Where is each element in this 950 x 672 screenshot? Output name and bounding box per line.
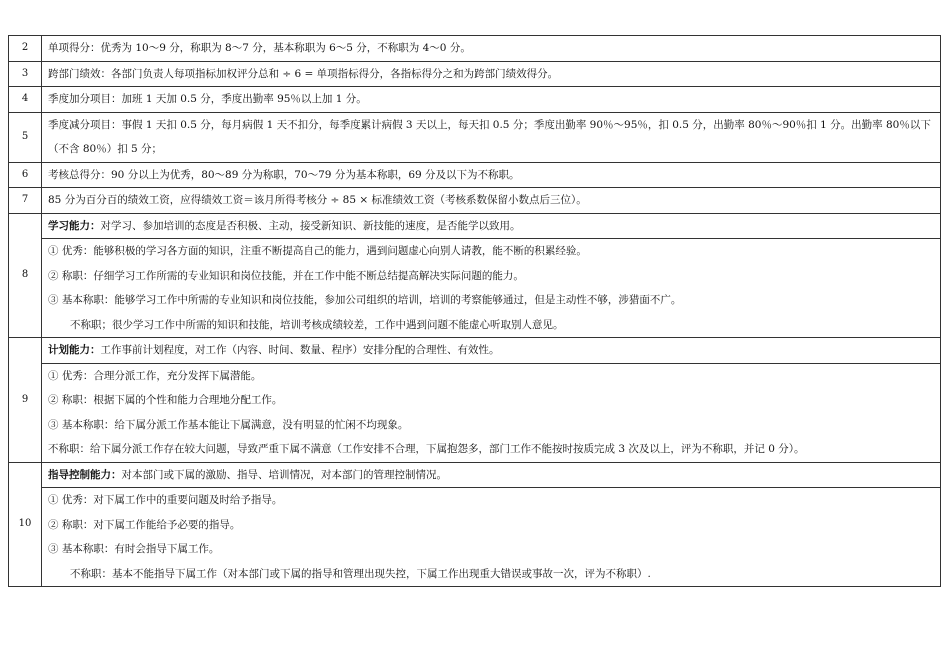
criteria-item: ③ 基本称职：给下属分派工作基本能让下属满意，没有明显的忙闲不均现象。 — [48, 418, 409, 431]
section-desc: 对学习、参加培训的态度是否积极、主动，接受新知识、新技能的速度，是否能学以致用。 — [100, 219, 521, 232]
criteria-item: 不称职：基本不能指导下属工作（对本部门或下属的指导和管理出现失控，下属工作出现重大错误或事故一次，评为不称职）. — [70, 567, 651, 580]
section-title: 计划能力： — [48, 344, 101, 356]
section-header — [42, 463, 940, 489]
table-row — [9, 61, 941, 87]
table-row — [9, 338, 941, 463]
row-number: 5 — [9, 112, 42, 162]
row-number: 3 — [9, 61, 42, 87]
criteria-item: ② 称职：根据下属的个性和能力合理地分配工作。 — [48, 394, 283, 406]
evaluation-table — [8, 35, 941, 587]
row-number: 8 — [9, 213, 42, 338]
row-number: 10 — [9, 462, 42, 587]
row-text: 单项得分：优秀为 10～9 分，称职为 8～7 分，基本称职为 6～5 分，不称职为 4～0 分。 — [48, 42, 471, 54]
table-row — [9, 162, 941, 188]
section-title: 学习能力： — [48, 219, 101, 232]
table-row — [9, 188, 941, 214]
row-text: 85 分为百分百的绩效工资，应得绩效工资＝该月所得考核分 ÷ 85 × 标准绩效工资（考核系数保留小数点后三位）。 — [48, 194, 587, 206]
section-desc: 对本部门或下属的激励、指导、培训情况，对本部门的管理控制情况。 — [121, 468, 447, 481]
row-number: 4 — [9, 87, 42, 113]
table-row — [9, 87, 941, 113]
criteria-item: ② 称职：仔细学习工作所需的专业知识和岗位技能，并在工作中能不断总结提高解决实际问题的能力。 — [48, 269, 524, 282]
section-title: 指导控制能力： — [48, 468, 122, 481]
row-number: 6 — [9, 162, 42, 188]
table-row — [9, 462, 941, 587]
row-number: 2 — [9, 36, 42, 62]
criteria-item: ① 优秀：合理分派工作，充分发挥下属潜能。 — [48, 369, 262, 382]
criteria-item: ② 称职：对下属工作能给予必要的指导。 — [48, 518, 241, 531]
row-text: 跨部门绩效：各部门负责人每项指标加权评分总和 ÷ 6 = 单项指标得分，各指标得分之和为跨部门绩效得分。 — [48, 67, 559, 80]
row-text: 考核总得分：90 分以上为优秀，80～89 分为称职，70～79 分为基本称职，69 分及以下为不称职。 — [48, 168, 520, 181]
section-header — [42, 338, 940, 364]
criteria-item: ③ 基本称职：能够学习工作中所需的专业知识和岗位技能，参加公司组织的培训，培训的考察能够通过，但是主动性不够，涉猎面不广。 — [48, 294, 682, 306]
table-row — [9, 112, 941, 162]
row-text: 季度加分项目：加班 1 天加 0.5 分，季度出勤率 95％以上加 1 分。 — [48, 93, 367, 105]
criteria-item: ③ 基本称职：有时会指导下属工作。 — [48, 543, 220, 555]
table-row — [9, 36, 941, 62]
criteria-item: ① 优秀：能够积极的学习各方面的知识，注重不断提高自己的能力，遇到问题虚心向别人请教，能不断的积累经验。 — [48, 245, 587, 257]
row-text: 季度减分项目：事假 1 天扣 0.5 分，每月病假 1 天不扣分，每季度累计病假 3 天以上，每天扣 0.5 分；季度出勤率 90％～95％，扣 0.5 分，出勤率 80％～90％扣 1 分。出勤率 80％以下（不含 80％）扣 5 分； — [48, 118, 931, 155]
criteria-item: 不称职；很少学习工作中所需的知识和技能，培训考核成绩较差，工作中遇到问题不能虚心听取别人意见。 — [70, 318, 564, 331]
criteria-item: ① 优秀：对下属工作中的重要问题及时给予指导。 — [48, 494, 283, 506]
table-row — [9, 213, 941, 338]
criteria-item: 不称职：给下属分派工作存在较大问题，导致严重下属不满意（工作安排不合理，下属抱怨多，部门工作不能按时按质完成 3 次及以上，评为不称职，并记 0 分）。 — [48, 443, 805, 455]
section-header — [42, 214, 940, 240]
row-number: 9 — [9, 338, 42, 463]
row-number: 7 — [9, 188, 42, 214]
section-desc: 工作事前计划程度，对工作（内容、时间、数量、程序）安排分配的合理性、有效性。 — [100, 344, 500, 356]
